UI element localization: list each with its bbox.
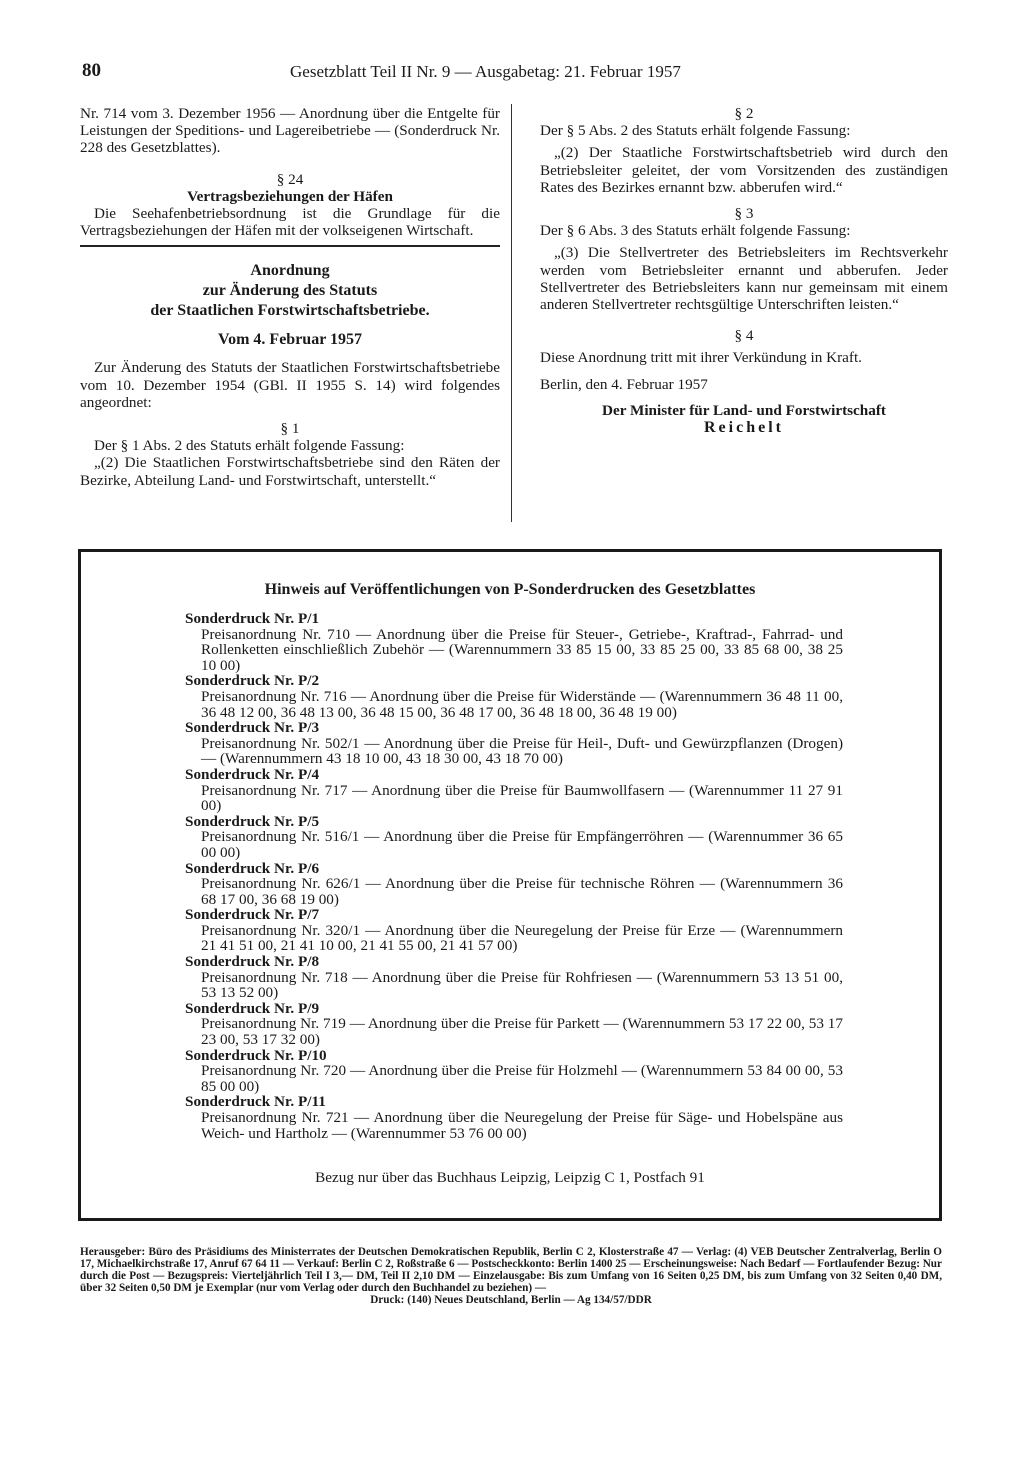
section-3-text: Der § 6 Abs. 3 des Statuts erhält folgende Fassung: (540, 222, 851, 240)
section-2-number: § 2 (734, 105, 754, 122)
section-3-number: § 3 (734, 205, 754, 223)
entry-text: Preisanordnung Nr. 502/1 — Anordnung über die Preise für Heil-, Duft- und Gewürzpflanzen (Drogen) — (Warennummern 43 18 10 00, 43 18 30 00, 43 18 70 00) (201, 734, 843, 768)
column-divider (511, 104, 512, 522)
entry-text: Preisanordnung Nr. 320/1 — Anordnung über die Neuregelung der Preise für Erze — (Warennummern 21 41 51 00, 21 41 10 00, 21 41 55 00, 21 41 57 00) (201, 921, 843, 955)
notice-entry (185, 1001, 843, 1048)
notice-box-footer: Bezug nur über das Buchhaus Leipzig, Leipzig C 1, Postfach 91 (315, 1169, 705, 1186)
section-4-text: Diese Anordnung tritt mit ihrer Verkündung in Kraft. (540, 349, 862, 367)
entry-label: Sonderdruck Nr. P/10 (185, 1046, 327, 1064)
notice-entry (185, 861, 843, 908)
imprint-print-line: Druck: (140) Neues Deutschland, Berlin — Ag 134/57/DDR (370, 1294, 652, 1306)
entry-text: Preisanordnung Nr. 718 — Anordnung über die Preise für Rohfriesen — (Warennummern 53 13 51 00, 53 13 52 00) (201, 968, 843, 1002)
entry-label: Sonderdruck Nr. P/3 (185, 719, 320, 737)
entry-label: Sonderdruck Nr. P/8 (185, 953, 320, 971)
notice-entry-list (185, 611, 843, 1141)
left-column (80, 105, 500, 489)
entry-text: Preisanordnung Nr. 721 — Anordnung über die Neuregelung der Preise für Säge- und Hobelspäne aus Weich- und Hartholz — (Warennummer 53 76 00 00) (201, 1109, 843, 1142)
notice-entry (185, 1048, 843, 1095)
notice-entry (185, 954, 843, 1001)
notice-box-title: Hinweis auf Veröffentlichungen von P-Sonderdrucken des Gesetzblattes (264, 581, 756, 598)
signatory-name: Reichelt (704, 419, 784, 437)
page-number: 80 (82, 60, 101, 81)
section-24-heading: Vertragsbeziehungen der Häfen (187, 187, 393, 205)
entry-text: Preisanordnung Nr. 717 — Anordnung über die Preise für Baumwollfasern — (Warennummer 11 27 91 00) (201, 781, 843, 815)
entry-label: Sonderdruck Nr. P/11 (185, 1093, 326, 1111)
section-24-text: Die Seehafenbetriebsordnung ist die Grundlage für die Vertragsbeziehungen der Häfen mit der volkseigenen Wirtschaft. (80, 205, 500, 240)
entry-text: Preisanordnung Nr. 710 — Anordnung über die Preise für Steuer-, Getriebe-, Kraftrad-, Fahrrad- und Rollenketten einschließlich Zubehör — (Warennummern 33 85 15 00, 33 85 25 00, 33 85 68 00, 38 25 10 00) (201, 625, 843, 674)
section-1-number: § 1 (280, 420, 300, 438)
entry-label: Sonderdruck Nr. P/5 (185, 812, 320, 830)
section-2-quote: „(2) Der Staatliche Forstwirtschaftsbetrieb wird durch den Betriebsleiter geleitet, der vom Vorsitzenden des zuständigen Rates des Bezirkes ernannt bzw. abberufen wird.“ (540, 144, 948, 196)
section-3-quote: „(3) Die Stellvertreter des Betriebsleiters im Rechtsverkehr werden vom Betriebsleiter ernannt und abberufen. Jeder Stellvertreter des Betriebsleiters kann nur gemeinsam mit einem anderen Stellvertreter rechtsgültige Unterschriften leisten.“ (540, 244, 948, 314)
section-1-quote: „(2) Die Staatlichen Forstwirtschaftsbetriebe sind den Räten der Bezirke, Abteilung Land- und Forstwirtschaft, unterstellt.“ (80, 454, 500, 489)
entry-text: Preisanordnung Nr. 626/1 — Anordnung über die Preise für technische Röhren — (Warennummern 36 68 17 00, 36 68 19 00) (201, 875, 843, 908)
place-date: Berlin, den 4. Februar 1957 (540, 375, 708, 393)
entry-label: Sonderdruck Nr. P/4 (185, 765, 320, 783)
notice-entry (185, 720, 843, 767)
section-4-number: § 4 (734, 327, 754, 345)
notice-entry (185, 814, 843, 861)
notice-entry (185, 673, 843, 720)
entry-text: Preisanordnung Nr. 516/1 — Anordnung über die Preise für Empfängerröhren — (Warennummer 36 65 00 00) (201, 828, 843, 861)
imprint-text: Herausgeber: Büro des Präsidiums des Ministerrates der Deutschen Demokratischen Republik, Berlin C 2, Klosterstraße 47 — Verlag: (4) VEB Deutscher Zentralverlag, Berlin O 17, Michaelkirchstraße 17, Anruf 67 64 11 — Verkauf: Berlin C 2, Roßstraße 6 — Postscheckkonto: Berlin 1400 25 — Erscheinungsweise: Nach Bedarf — Fortlaufender Bezug: Nur durch die Post — Bezugspreis: Vierteljährlich Teil I 3,— DM, Teil II 2,10 DM — Einzelausgabe: Bis zum Umfang von 16 Seiten 0,25 DM, bis zum Umfang von 32 Seiten 0,40 DM, über 32 Seiten 0,50 DM je Exemplar (nur vom Verlag oder durch den Buchhandel zu beziehen) — (80, 1246, 942, 1294)
entry-label: Sonderdruck Nr. P/2 (185, 672, 320, 690)
section-divider-rule (80, 245, 500, 247)
section-1-text: Der § 1 Abs. 2 des Statuts erhält folgende Fassung: (94, 437, 405, 455)
ordinance-title-line1: Anordnung (250, 262, 330, 280)
section-24-number: § 24 (276, 170, 304, 188)
ordinance-date: Vom 4. Februar 1957 (218, 331, 362, 349)
right-column (540, 105, 948, 436)
ordinance-title-line2: zur Änderung des Statuts (202, 282, 378, 300)
entry-label: Sonderdruck Nr. P/6 (185, 859, 320, 877)
notice-entry (185, 611, 843, 673)
notice-entry (185, 1094, 843, 1141)
page-header-title: Gesetzblatt Teil II Nr. 9 — Ausgabetag: 21. Februar 1957 (290, 62, 681, 81)
intro-paragraph: Nr. 714 vom 3. Dezember 1956 — Anordnung über die Entgelte für Leistungen der Speditions- und Lagereibetriebe — (Sonderdruck Nr. 228 des Gesetzblattes). (80, 105, 500, 157)
section-2-text: Der § 5 Abs. 2 des Statuts erhält folgende Fassung: (540, 122, 851, 140)
entry-label: Sonderdruck Nr. P/1 (185, 610, 320, 627)
ordinance-intro: Zur Änderung des Statuts der Staatlichen Forstwirtschaftsbetriebe vom 10. Dezember 1954 (GBl. II 1955 S. 14) wird folgendes angeordnet: (80, 359, 500, 411)
entry-text: Preisanordnung Nr. 719 — Anordnung über die Preise für Parkett — (Warennummern 53 17 22 00, 53 17 23 00, 53 17 32 00) (201, 1015, 843, 1049)
signatory-title: Der Minister für Land- und Forstwirtschaft (602, 401, 886, 419)
notice-box (78, 549, 942, 1221)
notice-entry (185, 767, 843, 814)
entry-text: Preisanordnung Nr. 720 — Anordnung über die Preise für Holzmehl — (Warennummern 53 84 00 00, 53 85 00 00) (201, 1062, 843, 1095)
imprint (80, 1246, 942, 1306)
ordinance-title-line3: der Staatlichen Forstwirtschaftsbetriebe. (150, 302, 430, 320)
notice-entry (185, 907, 843, 954)
entry-label: Sonderdruck Nr. P/7 (185, 906, 320, 924)
entry-text: Preisanordnung Nr. 716 — Anordnung über die Preise für Widerstände — (Warennummern 36 48 11 00, 36 48 12 00, 36 48 13 00, 36 48 15 00, 36 48 17 00, 36 48 18 00, 36 48 19 00) (201, 687, 843, 721)
entry-label: Sonderdruck Nr. P/9 (185, 999, 320, 1017)
